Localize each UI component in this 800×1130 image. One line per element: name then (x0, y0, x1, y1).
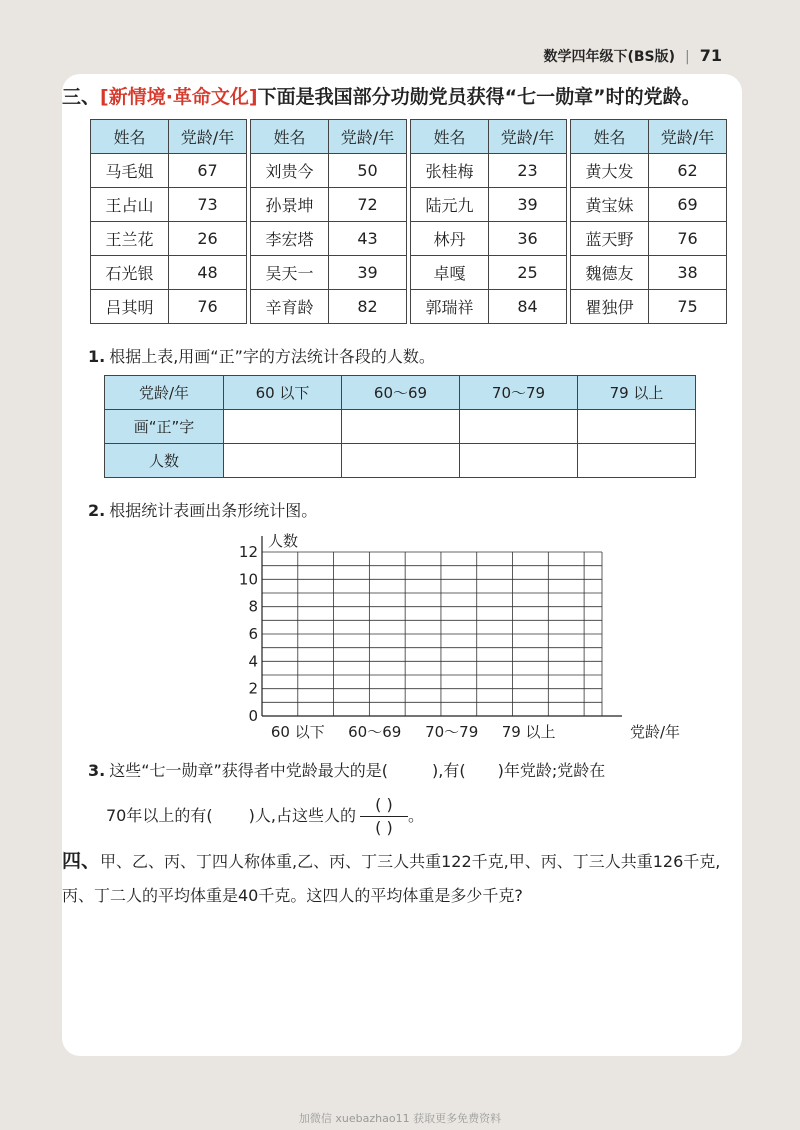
header-separator: | (685, 49, 690, 65)
question-3-line-1 (88, 758, 605, 781)
party-age-cell: 25 (489, 256, 567, 290)
fraction-blank[interactable] (360, 796, 408, 837)
question-3-line-2 (106, 796, 424, 837)
tally-head: 党龄/年 (105, 376, 224, 410)
party-age-cell: 76 (169, 290, 247, 324)
x-category-label: 79 以上 (501, 723, 556, 741)
x-category-label: 60～69 (348, 723, 402, 741)
party-age-cell: 76 (649, 222, 727, 256)
member-name-cell: 张桂梅 (411, 154, 489, 188)
question-3-text-b: ),有( (432, 761, 466, 780)
member-name-cell: 吴天一 (251, 256, 329, 290)
question-3-number: 3. (88, 761, 106, 780)
y-tick-label: 0 (248, 707, 258, 725)
member-name-cell: 王占山 (91, 188, 169, 222)
party-age-cell: 69 (649, 188, 727, 222)
member-name-cell: 孙景坤 (251, 188, 329, 222)
member-name-cell: 刘贵今 (251, 154, 329, 188)
tally-answer-cell[interactable] (224, 410, 342, 444)
member-name-cell: 瞿独伊 (571, 290, 649, 324)
table-row (91, 256, 727, 290)
tally-header-row (105, 376, 696, 410)
party-age-cell: 39 (329, 256, 407, 290)
y-tick-label: 8 (248, 597, 258, 616)
tally-answer-cell[interactable] (342, 410, 460, 444)
fraction-numerator[interactable]: ( ) (375, 795, 393, 814)
page-header (543, 46, 722, 66)
party-age-table (90, 119, 727, 324)
member-name-cell: 卓嘎 (411, 256, 489, 290)
section3-tag: [新情境·革命文化] (100, 86, 258, 108)
party-age-cell: 38 (649, 256, 727, 290)
party-age-cell: 23 (489, 154, 567, 188)
section4-text: 甲、乙、丙、丁四人称体重,乙、丙、丁三人共重122千克,甲、丙、丁三人共重126千克,丙、丁二人的平均体重是40千克。这四人的平均体重是多少千克? (62, 852, 721, 905)
section3-heading: 下面是我国部分功勋党员获得“七一勋章”时的党龄。 (257, 86, 701, 108)
y-tick-label: 10 (238, 570, 258, 589)
member-name-cell: 王兰花 (91, 222, 169, 256)
bar-chart-grid[interactable] (202, 532, 681, 748)
question-3-text-a: 这些“七一勋章”获得者中党龄最大的是( (109, 761, 389, 780)
exercise-card (62, 74, 742, 1056)
member-name-cell: 石光银 (91, 256, 169, 290)
y-axis-label: 人数 (268, 532, 299, 550)
question-3-text-e: )人,占这些人的 (248, 806, 356, 825)
question-2 (88, 498, 317, 521)
section3-title (62, 82, 701, 109)
fraction-bar (360, 816, 408, 817)
party-age-cell: 39 (489, 188, 567, 222)
col-age-header: 党龄/年 (649, 120, 727, 154)
count-answer-cell[interactable] (342, 444, 460, 478)
tally-answer-cell[interactable] (578, 410, 696, 444)
member-name-cell: 马毛姐 (91, 154, 169, 188)
tally-col: 79 以上 (578, 376, 696, 410)
party-age-cell: 72 (329, 188, 407, 222)
member-name-cell: 陆元九 (411, 188, 489, 222)
party-age-cell: 62 (649, 154, 727, 188)
tally-answer-cell[interactable] (460, 410, 578, 444)
col-name-header: 姓名 (571, 120, 649, 154)
party-age-cell: 43 (329, 222, 407, 256)
party-age-cell: 48 (169, 256, 247, 290)
col-age-header: 党龄/年 (329, 120, 407, 154)
y-tick-label: 6 (248, 625, 258, 643)
question-2-number: 2. (88, 501, 106, 520)
x-axis-label: 党龄/年 (630, 723, 681, 741)
section4 (62, 844, 740, 913)
table-body (91, 154, 727, 324)
y-tick-label: 4 (248, 652, 258, 671)
fraction-denominator[interactable]: ( ) (375, 818, 393, 837)
section3-number: 三、 (62, 86, 101, 108)
count-row-label: 人数 (105, 444, 224, 478)
member-name-cell: 郭瑞祥 (411, 290, 489, 324)
question-3-text-c: )年党龄;党龄在 (497, 761, 606, 780)
count-answer-cell[interactable] (578, 444, 696, 478)
party-age-cell: 67 (169, 154, 247, 188)
member-name-cell: 李宏塔 (251, 222, 329, 256)
footer-watermark: 加微信 xuebazhao11 获取更多免费资料 (298, 1112, 502, 1125)
table-row (91, 188, 727, 222)
question-1 (88, 344, 435, 367)
member-name-cell: 吕其明 (91, 290, 169, 324)
party-age-cell: 26 (169, 222, 247, 256)
party-age-cell: 75 (649, 290, 727, 324)
tally-row (105, 410, 696, 444)
question-3-end: 。 (407, 806, 424, 825)
y-tick-label: 12 (238, 543, 258, 561)
col-name-header: 姓名 (411, 120, 489, 154)
tally-row-label: 画“正”字 (105, 410, 224, 444)
x-category-label: 70～79 (425, 723, 479, 741)
question-1-text: 根据上表,用画“正”字的方法统计各段的人数。 (109, 347, 435, 366)
question-2-text: 根据统计表画出条形统计图。 (109, 501, 318, 520)
col-name-header: 姓名 (251, 120, 329, 154)
x-category-label: 60 以下 (270, 723, 325, 741)
col-age-header: 党龄/年 (169, 120, 247, 154)
member-name-cell: 蓝天野 (571, 222, 649, 256)
party-age-cell: 50 (329, 154, 407, 188)
col-name-header: 姓名 (91, 120, 169, 154)
question-1-number: 1. (88, 347, 106, 366)
table-header-row (91, 120, 727, 154)
question-3-text-d: 70年以上的有( (106, 806, 213, 825)
party-age-cell: 73 (169, 188, 247, 222)
count-answer-cell[interactable] (460, 444, 578, 478)
tally-table (104, 375, 696, 478)
section4-number: 四、 (62, 850, 101, 872)
count-answer-cell[interactable] (224, 444, 342, 478)
member-name-cell: 林丹 (411, 222, 489, 256)
table-row (91, 290, 727, 324)
page-number: 71 (699, 46, 722, 65)
party-age-cell: 84 (489, 290, 567, 324)
tally-col: 60 以下 (224, 376, 342, 410)
party-age-cell: 82 (329, 290, 407, 324)
book-title: 数学四年级下(BS版) (543, 49, 676, 65)
y-tick-label: 2 (248, 679, 258, 698)
member-name-cell: 黄宝妹 (571, 188, 649, 222)
table-row (91, 222, 727, 256)
count-row (105, 444, 696, 478)
col-age-header: 党龄/年 (489, 120, 567, 154)
party-age-cell: 36 (489, 222, 567, 256)
tally-col: 70～79 (460, 376, 578, 410)
member-name-cell: 辛育龄 (251, 290, 329, 324)
member-name-cell: 黄大发 (571, 154, 649, 188)
member-name-cell: 魏德友 (571, 256, 649, 290)
table-row (91, 154, 727, 188)
tally-col: 60～69 (342, 376, 460, 410)
